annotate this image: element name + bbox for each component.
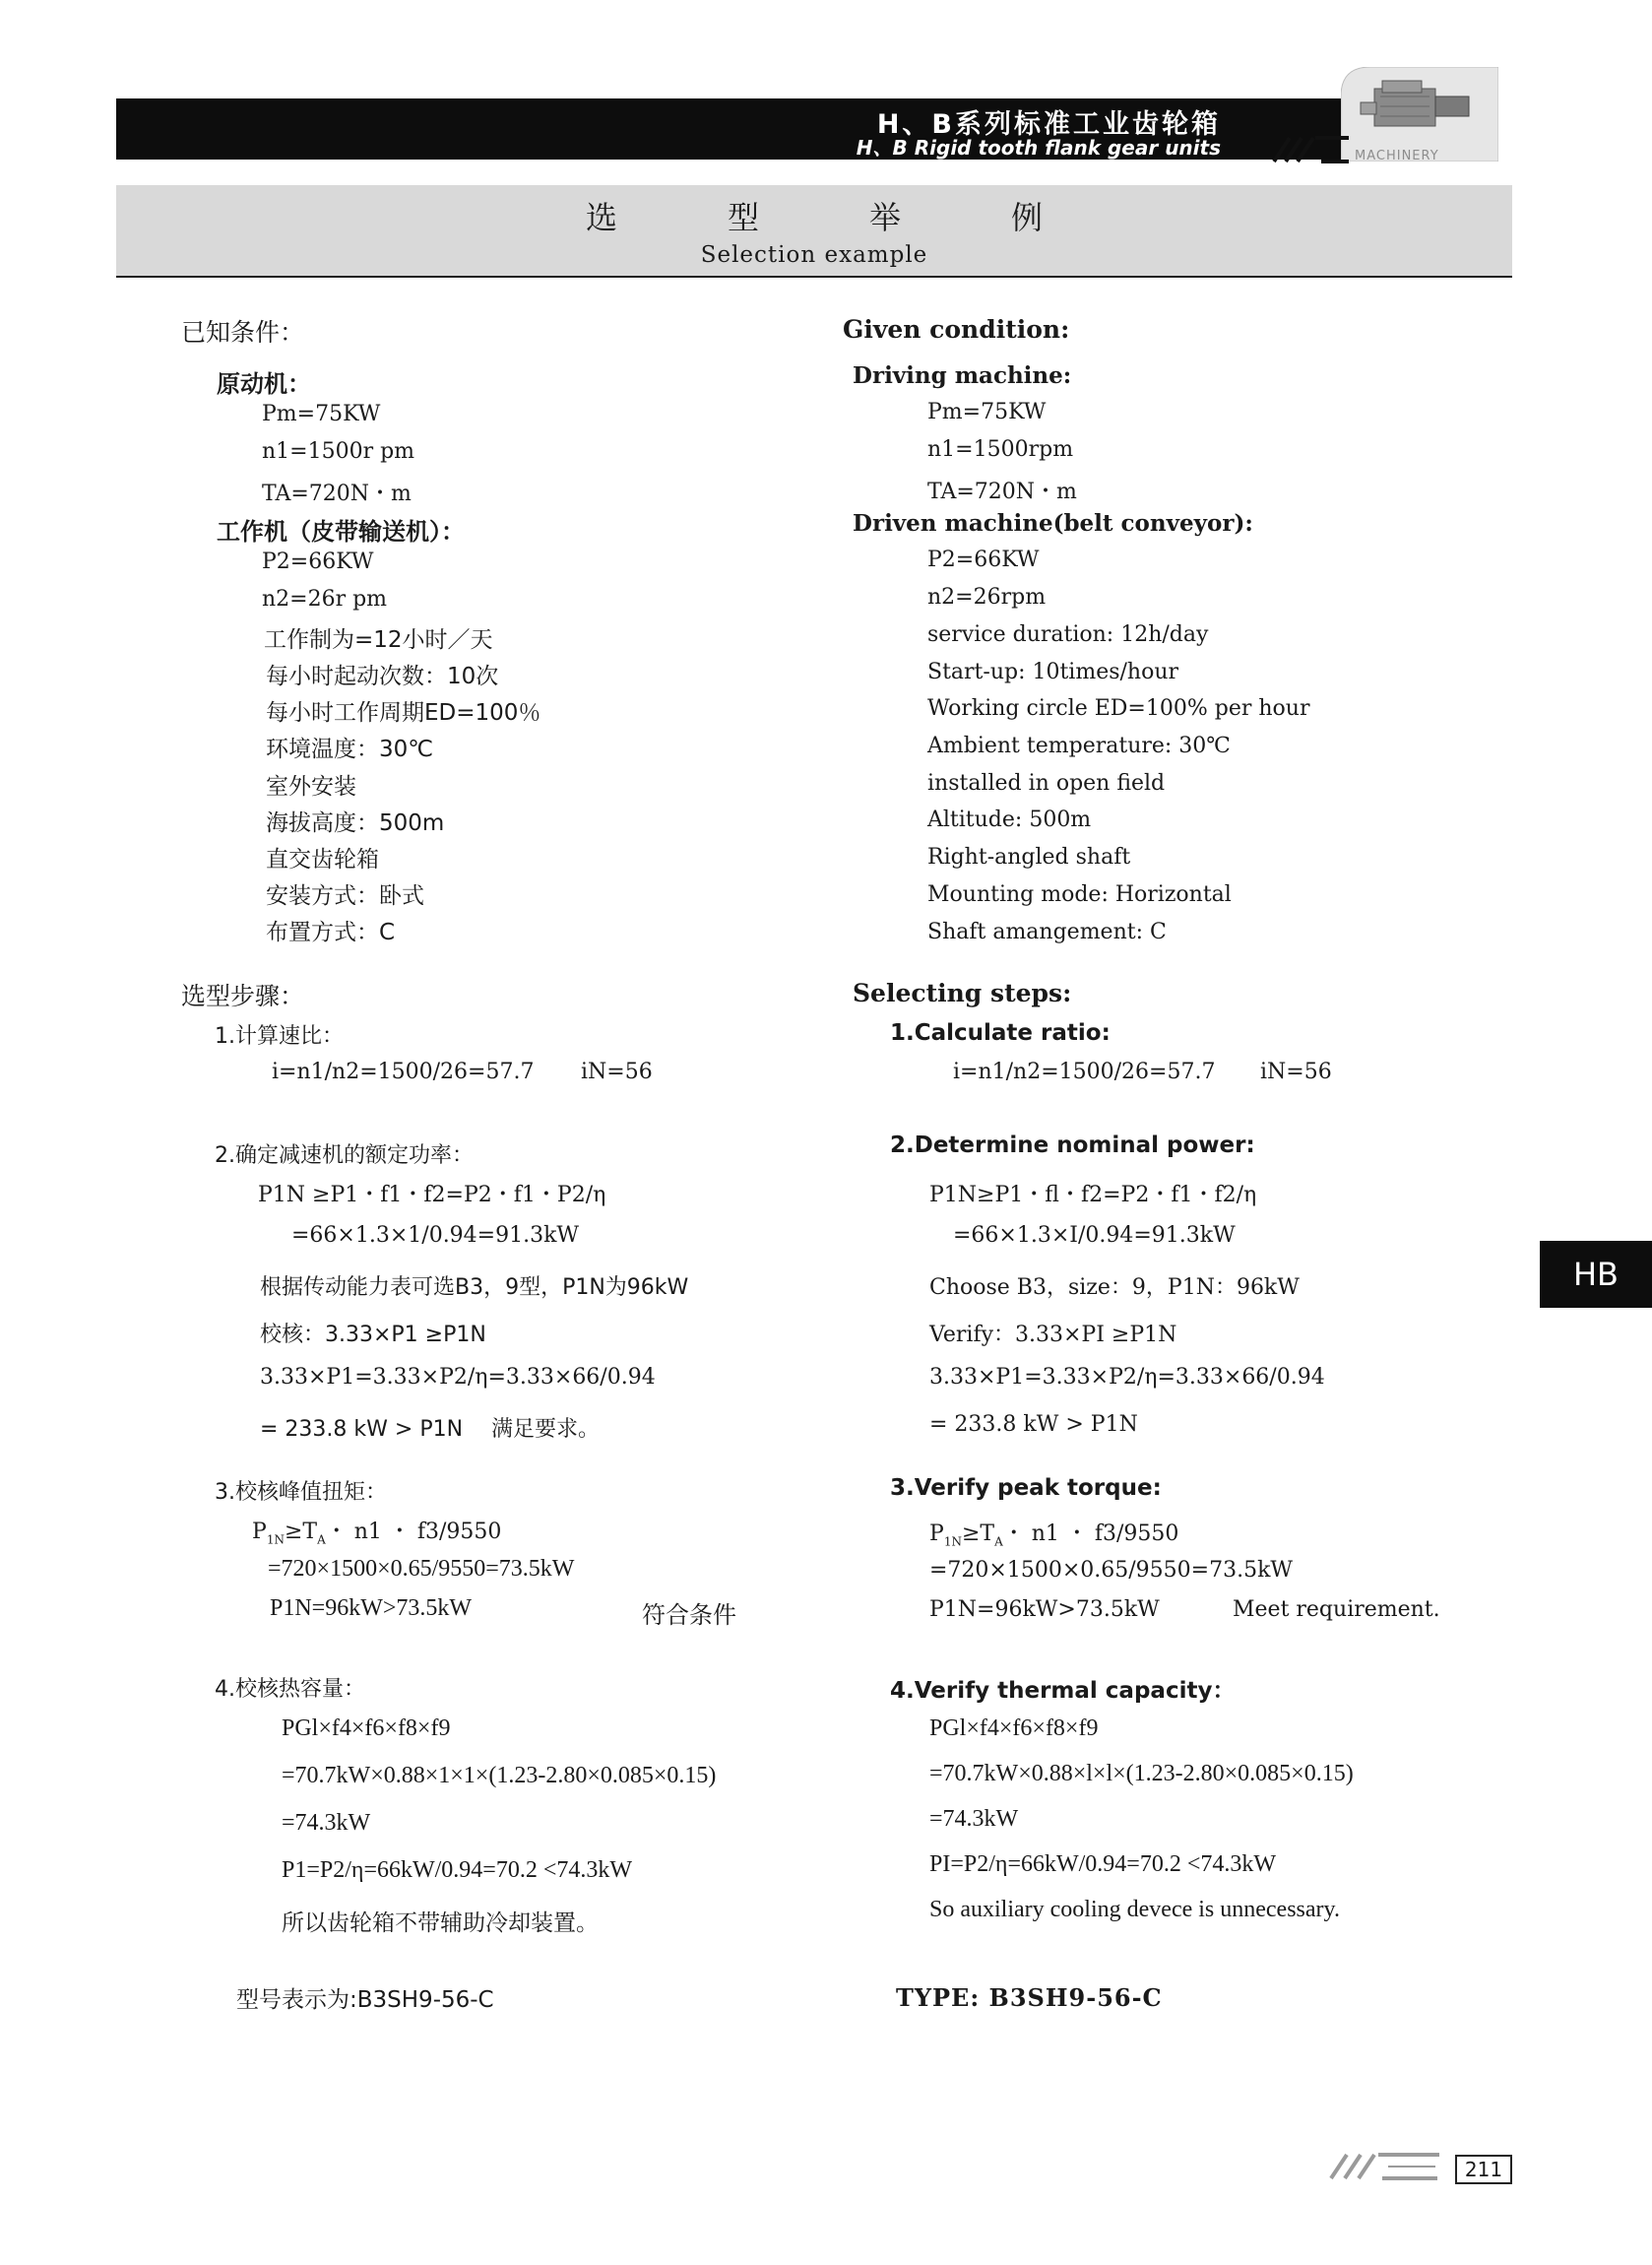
driving-item-en: TA=720N・m [927,480,1077,504]
step2-line-cn: P1N ≥P1・f1・f2=P2・f1・P2/η [258,1183,606,1207]
driven-item-en: Mounting mode: Horizontal [927,882,1232,907]
step2-line-en: 3.33×P1=3.33×P2/η=3.33×66/0.94 [929,1365,1325,1390]
step1-line-en: i=n1/n2=1500/26=57.7 [953,1060,1216,1084]
driven-item-en: Ambient temperature: 30℃ [927,734,1231,758]
steps-heading-en: Selecting steps: [853,979,1072,1007]
step3-line-cn: P1N=96kW>73.5kW [270,1595,473,1621]
step2-line-cn: =66×1.3×1/0.94=91.3kW [291,1223,580,1248]
step3-line-en: P1N=96kW>73.5kW [929,1597,1160,1622]
page-title-cn: 选 型 举 例 [585,199,1082,236]
step4-line-cn: PGl×f4×f6×f8×f9 [282,1715,451,1741]
driven-item-en: n2=26rpm [927,585,1047,610]
driving-item-cn: n1=1500r pm [262,439,415,464]
step2-line-cn: = 233.8 kW > P1N 满足要求。 [260,1417,601,1442]
driven-item-cn: 每小时工作周期ED=100％ [266,700,541,726]
step2-line-en: P1N≥P1・fl・f2=P2・f1・f2/η [929,1183,1257,1207]
step3-line-b-cn: 符合条件 [642,1601,736,1629]
step3-line-cn: =720×1500×0.65/9550=73.5kW [268,1556,575,1582]
driven-item-cn: 室外安装 [266,774,356,800]
step3-heading-en: 3.Verify peak torque: [890,1475,1162,1501]
step3-formula-cn: $P_{1N}\ge T_A$・ n1 ・ f3/9550 [252,1520,502,1547]
step2-heading-en: 2.Determine nominal power: [890,1132,1255,1158]
step3-heading-cn: 3.校核峰值扭矩： [215,1480,387,1505]
step2-line-en: Choose B3，size：9，P1N：96kW [929,1275,1300,1300]
driven-item-en: P2=66KW [927,548,1040,572]
driven-item-cn: 直交齿轮箱 [266,847,379,873]
driven-item-en: service duration: 12h/day [927,622,1209,647]
step1-heading-cn: 1.计算速比： [215,1024,344,1049]
step2-line-en: Verify：3.33×PI ≥P1N [929,1323,1177,1347]
step4-line-cn: =74.3kW [282,1810,371,1836]
driven-item-cn: 工作制为=12小时／天 [264,627,493,653]
brand-machinery-text: MACHINERY [1355,149,1439,163]
driving-item-cn: Pm=75KW [262,402,381,426]
type-en: TYPE: B3SH9-56-C [896,1983,1163,2012]
gear-unit-icon [1341,67,1498,162]
driven-heading-en: Driven machine(belt conveyor): [853,510,1253,537]
driven-item-en: Shaft amangement: C [927,920,1167,944]
step4-line-en: =74.3kW [929,1806,1019,1832]
step4-heading-cn: 4.校核热容量： [215,1677,365,1702]
step3-line-en: =720×1500×0.65/9550=73.5kW [929,1558,1294,1583]
step1-line-b-cn: iN=56 [581,1060,653,1084]
steps-heading-cn: 选型步骤： [181,982,305,1010]
step4-line-en: PGl×f4×f6×f8×f9 [929,1715,1099,1741]
given-heading-cn: 已知条件： [181,318,305,347]
brand-logo-icon [1272,136,1351,163]
step2-line-en: = 233.8 kW > P1N [929,1412,1138,1437]
driving-item-en: Pm=75KW [927,400,1047,424]
driven-item-cn: n2=26r pm [262,587,388,612]
section-tab-hb: HB [1540,1241,1652,1308]
step1-line-cn: i=n1/n2=1500/26=57.7 [272,1060,535,1084]
driven-item-en: Altitude: 500m [927,808,1092,832]
driven-item-en: Working circle ED=100% per hour [927,696,1310,721]
step4-line-cn: 所以齿轮箱不带辅助冷却装置。 [282,1910,599,1936]
driving-heading-en: Driving machine: [853,362,1072,389]
page-number: 211 [1455,2155,1512,2184]
step4-line-cn: P1=P2/η=66kW/0.94=70.2 <74.3kW [282,1857,633,1883]
driving-heading-cn: 原动机： [217,370,311,398]
driven-item-cn: 安装方式：卧式 [266,883,424,909]
step3-formula-en: $P_{1N}\ge T_A$・ n1 ・ f3/9550 [929,1521,1179,1549]
step2-line-cn: 根据传动能力表可选B3，9型，P1N为96kW [260,1275,689,1300]
step1-heading-en: 1.Calculate ratio: [890,1020,1111,1046]
step1-line-b-en: iN=56 [1260,1060,1332,1084]
driven-item-en: installed in open field [927,771,1166,796]
driven-item-en: Right-angled shaft [927,845,1131,870]
given-heading-en: Given condition: [843,315,1070,344]
step4-heading-en: 4.Verify thermal capacity： [890,1678,1236,1704]
driving-item-en: n1=1500rpm [927,437,1074,462]
step2-line-cn: 3.33×P1=3.33×P2/η=3.33×66/0.94 [260,1365,656,1390]
step4-line-cn: =70.7kW×0.88×1×1×(1.23-2.80×0.085×0.15) [282,1763,717,1788]
driven-item-cn: P2=66KW [262,550,374,574]
driven-heading-cn: 工作机（皮带输送机）： [217,518,465,546]
type-cn: 型号表示为:B3SH9-56-C [236,1987,494,2013]
header-title-cn: H、B系列标准工业齿轮箱 [876,109,1221,140]
step2-line-en: =66×1.3×I/0.94=91.3kW [953,1223,1236,1248]
footer-logo-icon [1327,2153,1441,2180]
step4-line-en: PI=P2/η=66kW/0.94=70.2 <74.3kW [929,1851,1277,1877]
step3-line-b-en: Meet requirement. [1233,1597,1440,1622]
driven-item-cn: 每小时起动次数：10次 [266,664,499,689]
step2-line-cn: 校核：3.33×P1 ≥P1N [260,1323,486,1347]
step4-line-en: =70.7kW×0.88×l×l×(1.23-2.80×0.085×0.15) [929,1761,1354,1786]
page-title-en: Selection example [700,242,928,268]
header-title-en: H、B Rigid tooth flank gear units [856,136,1221,160]
driven-item-cn: 环境温度：30℃ [266,737,434,762]
step4-line-en: So auxiliary cooling devece is unnecessary. [929,1897,1340,1922]
driven-item-en: Start-up: 10times/hour [927,660,1179,684]
step2-heading-cn: 2.确定减速机的额定功率： [215,1143,474,1168]
driving-item-cn: TA=720N・m [262,482,412,506]
driven-item-cn: 布置方式：C [266,920,396,945]
driven-item-cn: 海拔高度：500m [266,810,445,836]
